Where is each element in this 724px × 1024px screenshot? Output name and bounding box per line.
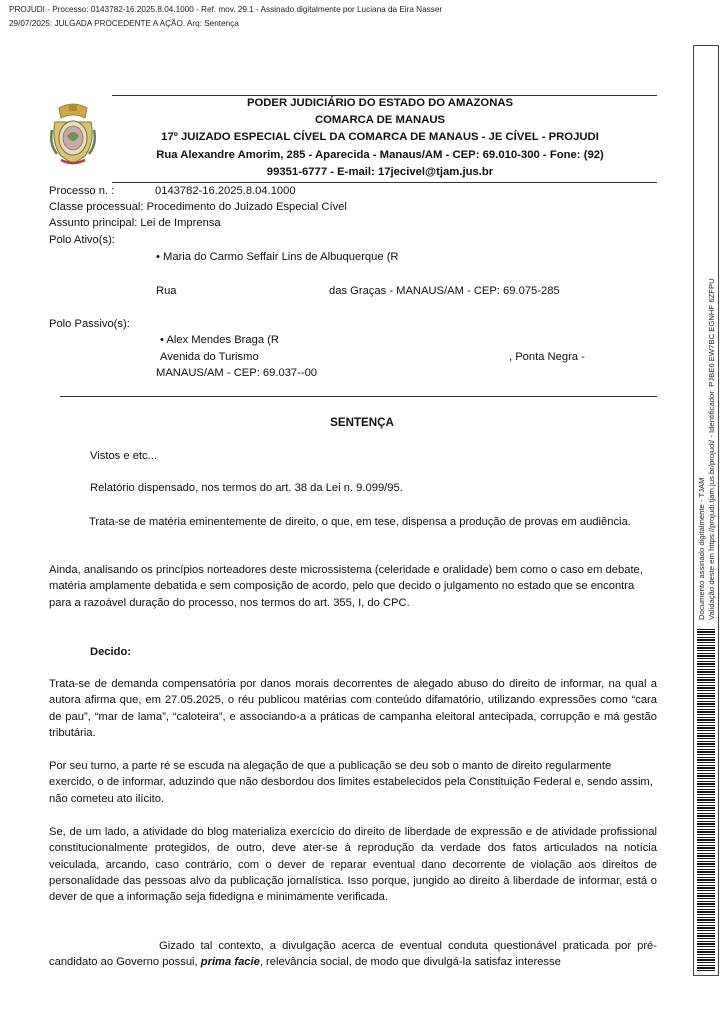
paragraph-parte-re: Por seu turno, a parte ré se escuda na alegação de que a publicação se deu sob o manto de direito regularmente exercido, o de informar, aduzindo que não desbordou dos limites estabelecidos pela Constituição Federal e, sendo assim, não cometeu ato ilícito.: [49, 760, 653, 805]
polo-ativo-address-start: Rua: [156, 285, 177, 297]
polo-ativo-name: • Maria do Carmo Seffair Lins de Albuquerque (R: [156, 251, 399, 263]
header-juizado: 17º JUIZADO ESPECIAL CÍVEL DA COMARCA DE MANAUS - JE CÍVEL - PROJUDI: [161, 131, 599, 143]
polo-passivo-address-line2: MANAUS/AM - CEP: 69.037--00: [156, 367, 318, 379]
header-address: Rua Alexandre Amorim, 285 - Aparecida - Manaus/AM - CEP: 69.010-300 - Fone: (92): [156, 149, 604, 161]
header-contact: 99351-6777 - E-mail: 17jecivel@tjam.jus.br: [266, 166, 494, 178]
header-court-name: PODER JUDICIÁRIO DO ESTADO DO AMAZONAS: [246, 97, 514, 109]
polo-ativo-address-end: das Graças - MANAUS/AM - CEP: 69.075-285: [329, 285, 560, 297]
judgment-info-line: 29/07/2025: JULGADA PROCEDENTE A AÇÃO. Arq: Sentença: [9, 19, 239, 28]
processo-row: [49, 185, 296, 197]
decido-heading: Decido:: [90, 646, 132, 658]
contexto-text-c: , relevância social, de modo que divulgá-la satisfaz interesse: [259, 956, 561, 969]
paragraph-demanda: Trata-se de demanda compensatória por danos morais decorrentes de alegado abuso do direito de informar, na qual a autora afirma que, em 27.05.2025, o réu publicou matérias com conteúdo difamatório, utilizando expressões como “cara de pau”, “mar de lama”, “caloteira”, e associando-a a práticas de campanha eleitoral antecipada, corrupção e má gestão tributária.: [49, 678, 657, 739]
polo-passivo-name: • Alex Mendes Braga (R: [160, 334, 279, 346]
paragraph-principios: Ainda, analisando os princípios norteadores deste microssistema (celeridade e oralidade) bem como o caso em debate, matéria amplamente debatida e sem composição de acordo, pelo que decido o julgamento no estado que se encontra para a razoável duração do processo, nos termos do art. 355, I, do CPC.: [49, 564, 643, 609]
paragraph-liberdade-expressao: Se, de um lado, a atividade do blog materializa exercício do direito de liberdade de expressão e de atividade profissional constitucionalmente protegidos, de outro, deve ater-se à reprodução da verdade dos fatos articulados na notícia veiculada, arcando, caso contrário, com o dever de reparar eventual dano decorrente de violação aos direitos de personalidade das pessoas alvo da publicação jornalística. Isso porque, jungido ao direito à liberdade de informar, está o dever de que a informação seja fidedigna e minimamente verificada.: [49, 826, 657, 904]
validation-url-text: Validação deste em https://projudi.tjam.jus.br/projudi/ - Identificador: PJBE6 EW7BC EGNHF 6ZFPU: [707, 278, 716, 620]
polo-passivo-address-end: , Ponta Negra -: [509, 351, 585, 363]
header-comarca: COMARCA DE MANAUS: [314, 114, 446, 126]
processo-number: 0143782-16.2025.8.04.1000: [155, 185, 296, 197]
metadata-bottom-rule: [60, 396, 657, 397]
header-top-rule: [112, 95, 657, 96]
assunto-row: Assunto principal: Lei de Imprensa: [49, 217, 221, 229]
contexto-text-a: Gizado tal contexto, a divulgação acerca de eventual conduta questionável praticada por pré-candidato ao Governo possui,: [49, 940, 657, 969]
classe-value: Procedimento do Juizado Especial Cível: [146, 201, 347, 213]
paragraph-vistos: Vistos e etc...: [90, 450, 157, 462]
header-bottom-rule: [112, 182, 657, 183]
polo-passivo-address-start: Avenida do Turismo: [160, 351, 259, 363]
classe-row: [49, 201, 347, 213]
sentenca-title: SENTENÇA: [330, 416, 394, 429]
polo-ativo-label: Polo Ativo(s):: [49, 234, 115, 246]
paragraph-materia-direito: Trata-se de matéria eminentemente de direito, o que, em tese, dispensa a produção de provas em audiência.: [89, 516, 631, 528]
paragraph-contexto: [49, 938, 657, 971]
signature-info-line: PROJUDI - Processo: 0143782-16.2025.8.04.1000 - Ref. mov. 29.1 - Assinado digitalmente por Luciana da Eira Nasser: [9, 5, 443, 14]
classe-label: Classe processual:: [49, 201, 144, 213]
processo-label: Processo n. :: [49, 185, 115, 197]
court-coat-of-arms-icon: [49, 102, 97, 168]
validation-barcode: [697, 629, 715, 973]
prima-facie-text: prima facie: [200, 956, 260, 969]
polo-passivo-label: Polo Passivo(s):: [49, 318, 130, 330]
paragraph-relatorio: Relatório dispensado, nos termos do art. 38 da Lei n. 9.099/95.: [90, 482, 403, 494]
signed-by-court-text: Documento assinado digitalmente - TJAM: [697, 477, 706, 620]
